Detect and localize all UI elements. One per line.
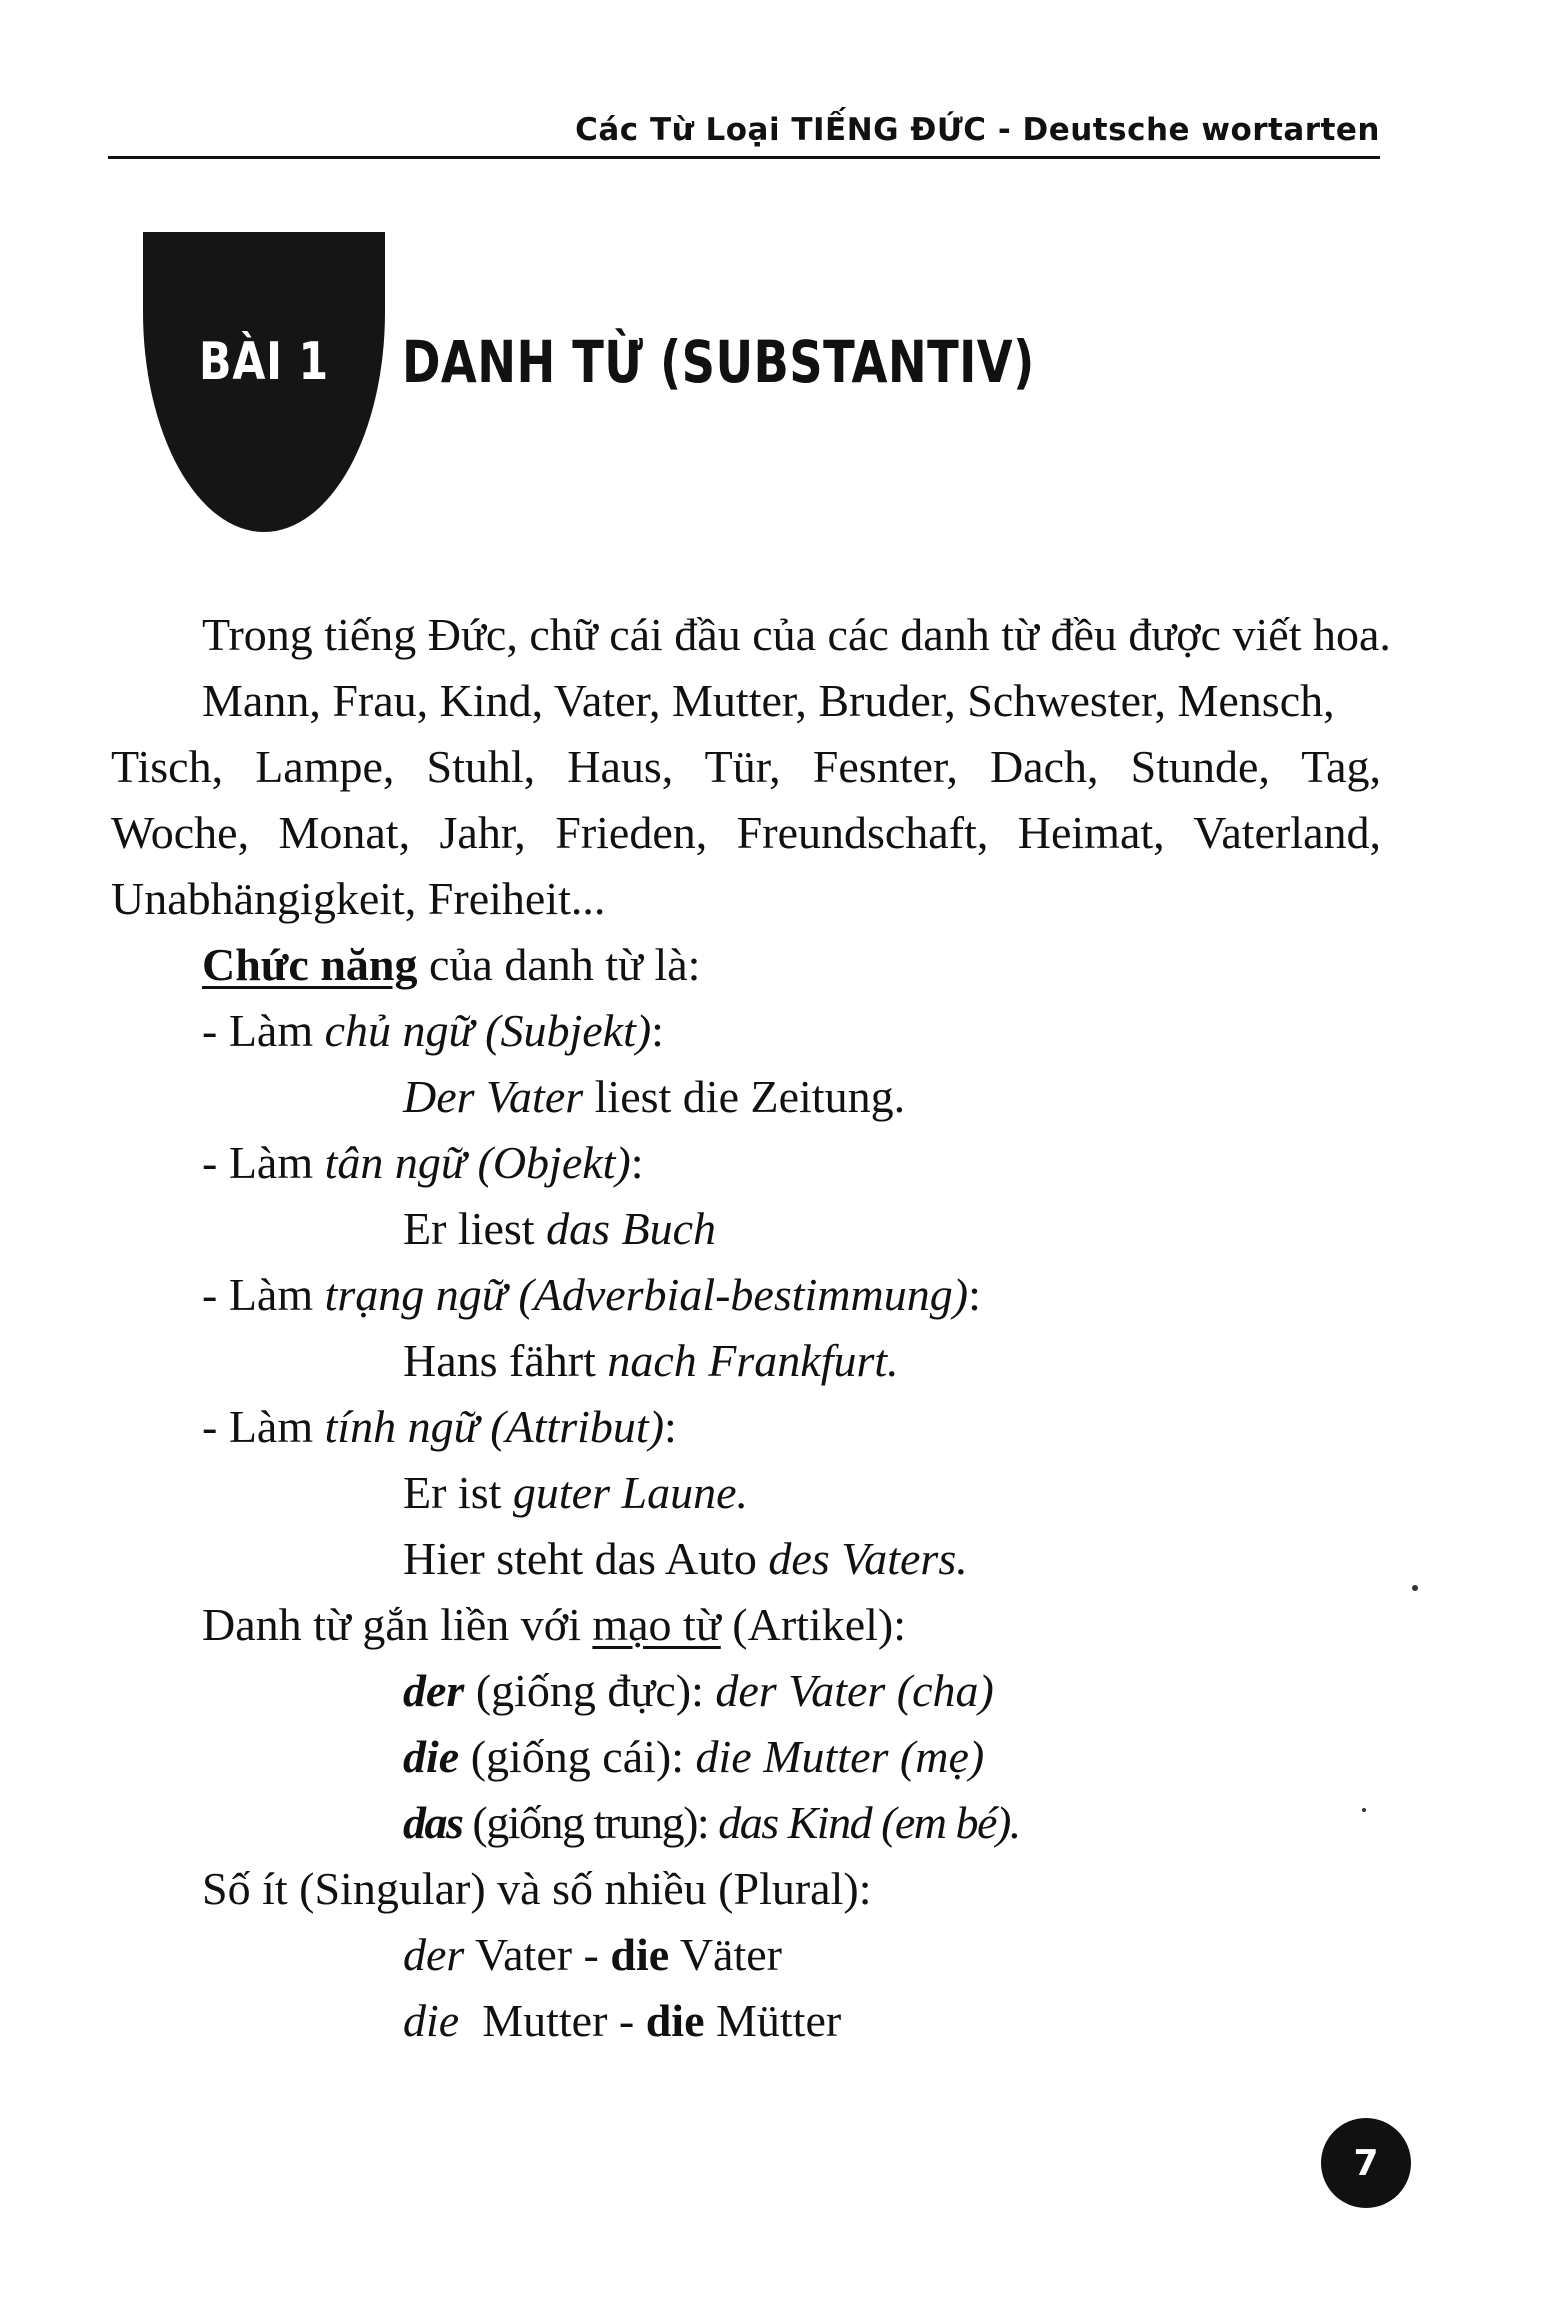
artikel-prefix: Danh từ gắn liền với: [202, 1599, 593, 1650]
objekt-term: tân ngữ (Objekt): [324, 1137, 631, 1188]
print-speck: [1412, 1585, 1418, 1591]
header-rule: [108, 156, 1380, 159]
chapter-title: DANH TỪ (SUBSTANTIV): [402, 328, 1035, 396]
subjekt-line: [0, 998, 1548, 1064]
plural-example-1: [0, 1922, 1548, 1988]
plural-2-article: die: [403, 1995, 460, 2046]
article-die-example: die Mutter (mẹ): [695, 1731, 985, 1782]
attribut-prefix: - Làm: [202, 1401, 325, 1452]
attribut-example-1-pre: Er ist: [403, 1467, 513, 1518]
article-die: [0, 1724, 1548, 1790]
chapter-badge-label: BÀI 1: [199, 332, 329, 392]
plural-1-singular: Vater -: [464, 1929, 611, 1980]
running-header: Các Từ Loại TIẾNG ĐỨC - Deutsche wortarten: [575, 112, 1380, 148]
plural-1-plural-article: die: [610, 1929, 670, 1980]
page-number: 7: [1321, 2118, 1411, 2208]
objekt-example-italic: das Buch: [546, 1203, 716, 1254]
subjekt-prefix: - Làm: [202, 1005, 325, 1056]
adverb-example: [0, 1328, 1548, 1394]
adverb-example-pre: Hans fährt: [403, 1335, 608, 1386]
adverb-prefix: - Làm: [202, 1269, 325, 1320]
examples-line-3: Woche, Monat, Jahr, Frieden, Freundschaft, Heimat, Vaterland,: [111, 807, 1381, 858]
subjekt-example-italic: Der Vater: [403, 1071, 584, 1122]
attribut-example-2: [0, 1526, 1548, 1592]
number-line: [0, 1856, 1548, 1922]
plural-example-2: [0, 1988, 1548, 2054]
plural-2-singular: Mutter -: [459, 1995, 646, 2046]
chapter-badge: [143, 232, 385, 532]
attribut-line: [0, 1394, 1548, 1460]
subjekt-example: [0, 1064, 1548, 1130]
adverb-colon: :: [968, 1269, 981, 1320]
function-heading: Chức năng: [202, 939, 418, 990]
article-das-gloss: (giống trung):: [462, 1797, 719, 1848]
artikel-line: [0, 1592, 1548, 1658]
attribut-example-2-pre: Hier steht das Auto: [403, 1533, 769, 1584]
plural-2-plural-article: die: [645, 1995, 705, 2046]
artikel-suffix: (Artikel):: [720, 1599, 906, 1650]
attribut-term: tính ngữ (Attribut): [324, 1401, 665, 1452]
attribut-example-1: [0, 1460, 1548, 1526]
adverb-example-italic: nach Frankfurt.: [607, 1335, 899, 1386]
article-das-example: das Kind (em bé).: [718, 1797, 1020, 1848]
intro-paragraph: [0, 602, 1548, 668]
objekt-line: [0, 1130, 1548, 1196]
adverb-line: [0, 1262, 1548, 1328]
article-der-gloss: (giống đực):: [464, 1665, 716, 1716]
article-das-word: das: [403, 1797, 463, 1848]
plural-2-plural: Mütter: [704, 1995, 842, 2046]
adverb-term: trạng ngữ (Adverbial-bestimmung): [324, 1269, 969, 1320]
objekt-example: [0, 1196, 1548, 1262]
attribut-example-1-italic: guter Laune.: [512, 1467, 748, 1518]
subjekt-example-rest: liest die Zeitung.: [583, 1071, 906, 1122]
plural-1-article: der: [403, 1929, 465, 1980]
examples-text-1: Mann, Frau, Kind, Vater, Mutter, Bruder, Schwester, Mensch,: [202, 675, 1335, 726]
attribut-colon: :: [664, 1401, 677, 1452]
article-der: [0, 1658, 1548, 1724]
article-das: [0, 1790, 1548, 1856]
subjekt-colon: :: [651, 1005, 664, 1056]
article-der-example: der Vater (cha): [715, 1665, 994, 1716]
print-speck: [1362, 1808, 1366, 1812]
examples-line-2: Tisch, Lampe, Stuhl, Haus, Tür, Fesnter, Dach, Stunde, Tag,: [111, 741, 1381, 792]
intro-text: Trong tiếng Đức, chữ cái đầu của các danh từ đều được viết hoa.: [202, 609, 1391, 660]
plural-1-plural: Väter: [669, 1929, 782, 1980]
objekt-colon: :: [630, 1137, 644, 1188]
objekt-prefix: - Làm: [202, 1137, 325, 1188]
article-der-word: der: [403, 1665, 465, 1716]
function-heading-rest: của danh từ là:: [417, 939, 701, 990]
article-die-gloss: (giống cái):: [459, 1731, 696, 1782]
article-die-word: die: [403, 1731, 460, 1782]
attribut-example-2-italic: des Vaters.: [768, 1533, 968, 1584]
number-text: Số ít (Singular) và số nhiều (Plural):: [202, 1863, 872, 1914]
objekt-example-pre: Er liest: [403, 1203, 547, 1254]
examples-line-4: [0, 866, 1548, 932]
subjekt-term: chủ ngữ (Subjekt): [324, 1005, 652, 1056]
examples-text-4: Unabhängigkeit, Freiheit...: [111, 873, 606, 924]
artikel-term: mạo từ: [592, 1599, 721, 1650]
function-heading-line: [0, 932, 1548, 998]
examples-line-1: [0, 668, 1548, 734]
